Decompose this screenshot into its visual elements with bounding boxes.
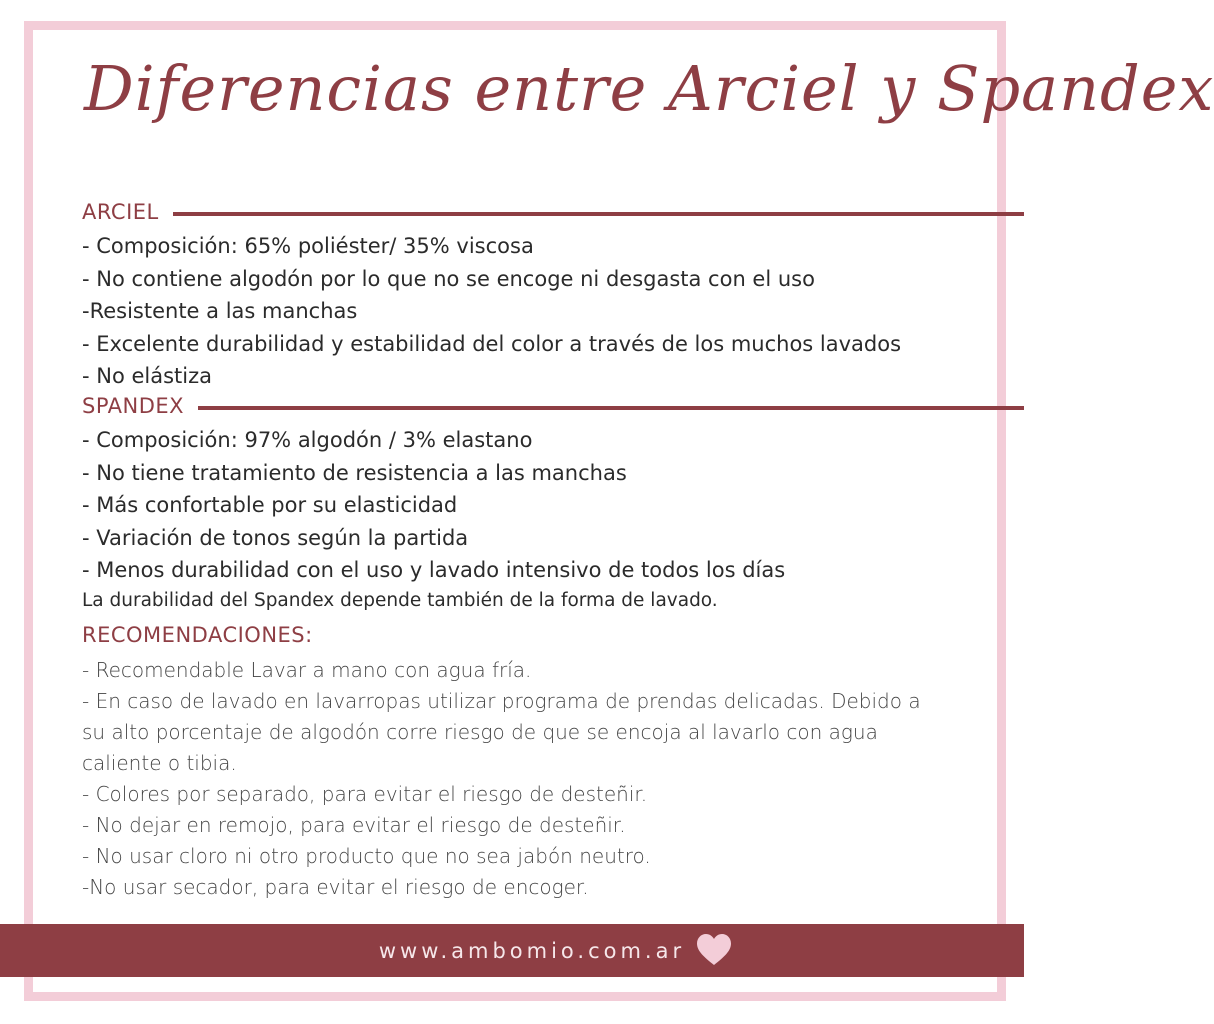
list-item: - En caso de lavado en lavarropas utilizar programa de prendas delicadas. Debido a su alto porcentaje de algodón corre riesgo de que se encoja al lavarlo con agua caliente o tibia.	[82, 689, 921, 775]
arciel-label: ARCIEL	[82, 200, 159, 224]
list-item: - Excelente durabilidad y estabilidad del color a través de los muchos lavados	[82, 331, 902, 356]
recommendations-list	[82, 655, 942, 903]
list-item: - Menos durabilidad con el uso y lavado intensivo de todos los días	[82, 558, 786, 583]
recommendations-label: RECOMENDACIONES:	[82, 623, 313, 647]
list-item: - Colores por separado, para evitar el riesgo de desteñir.	[82, 782, 648, 806]
spandex-header	[82, 394, 1024, 418]
list-item: - Composición: 65% poliéster/ 35% viscosa	[82, 234, 534, 258]
list-item: -Resistente a las manchas	[82, 299, 358, 324]
list-item: - No contiene algodón por lo que no se encoge ni desgasta con el uso	[82, 266, 815, 291]
list-item: - Recomendable Lavar a mano con agua fría.	[82, 658, 532, 682]
arciel-divider	[173, 212, 1024, 216]
spandex-label: SPANDEX	[82, 394, 185, 418]
list-item: -No usar secador, para evitar el riesgo de encoger.	[82, 875, 589, 899]
website-link[interactable]: www.ambomio.com.ar	[378, 938, 686, 963]
arciel-list	[82, 230, 982, 393]
spandex-divider	[198, 406, 1024, 410]
heart-icon	[696, 933, 732, 967]
list-item: - No dejar en remojo, para evitar el riesgo de desteñir.	[82, 813, 626, 837]
arciel-header	[82, 200, 1024, 224]
list-item: - Más confortable por su elasticidad	[82, 493, 458, 518]
spandex-note: La durabilidad del Spandex depende también de la forma de lavado.	[82, 590, 718, 611]
list-item: - No elástiza	[82, 364, 213, 389]
list-item: - No tiene tratamiento de resistencia a las manchas	[82, 460, 627, 485]
list-item: - No usar cloro ni otro producto que no sea jabón neutro.	[82, 844, 651, 868]
spandex-list	[82, 424, 982, 587]
list-item: - Variación de tonos según la partida	[82, 525, 469, 550]
page-title: Diferencias entre Arciel y Spandex	[84, 52, 1214, 125]
footer-banner	[0, 924, 1024, 977]
list-item: - Composición: 97% algodón / 3% elastano	[82, 428, 533, 452]
